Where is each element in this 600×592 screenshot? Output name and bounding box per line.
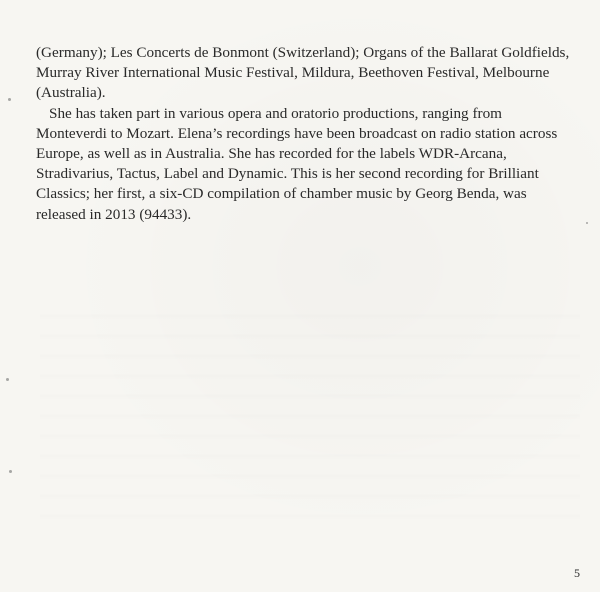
scan-speck [586,222,588,224]
paragraph-1: (Germany); Les Concerts de Bonmont (Switzerland); Organs of the Ballarat Goldfields, Murray River International Music Festival, Mildura, Beethoven Festival, Melbourne (Australia). [36,44,570,102]
scan-speck [6,378,9,381]
show-through-background [40,300,580,530]
scan-speck [9,470,12,473]
scan-speck [8,98,11,101]
paragraph-2: She has taken part in various opera and oratorio productions, ranging from Monteverdi to Mozart. Elena’s recordings have been broadcast on radio station across Europe, as well as in Australia. She has recorded for the labels WDR-Arcana, Stradivarius, Tactus, Label and Dynamic. This is her second recording for Brilliant Classics; her first, a six-CD compilation of chamber music by Georg Benda, was released in 2013 (94433). [36,104,558,223]
page-number: 5 [574,566,580,580]
body-text [36,43,576,225]
